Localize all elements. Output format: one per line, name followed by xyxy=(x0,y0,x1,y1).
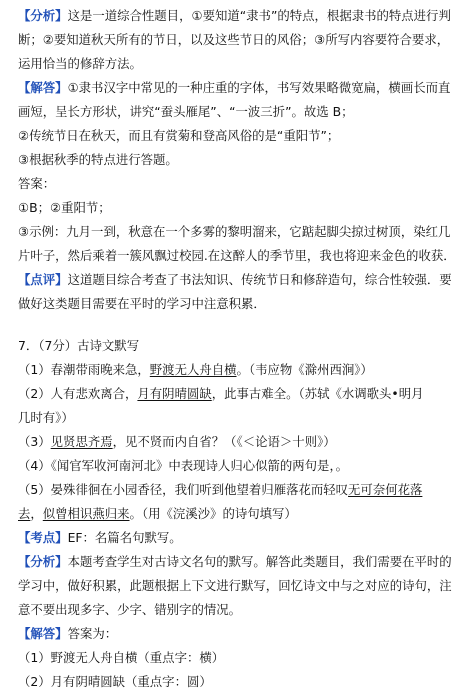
keypoint-tag: 【考点】 xyxy=(18,530,68,545)
analysis-text: 学习中，做好积累，此题根据上下文进行默写，回忆诗文中与之对应的诗句，注 xyxy=(18,578,452,593)
comment-line xyxy=(18,268,458,292)
answer-text: 片叶子，然后乘着一簇风飘过校园.在这醉人的季节里，我也将迎来金色的收获． xyxy=(18,248,456,263)
filled-blank: 月有阴晴圆缺 xyxy=(137,386,212,401)
question-item xyxy=(18,430,458,454)
solution-text: ③根据秋季的特点进行答题。 xyxy=(18,152,178,167)
analysis-tag: 【分析】 xyxy=(18,8,68,23)
comment-tag: 【点评】 xyxy=(18,272,68,287)
answer-text: ③示例：九月一到，秋意在一个多雾的黎明溜来，它踮起脚尖掠过树顶，染红几 xyxy=(18,224,451,239)
keypoint-line xyxy=(18,526,458,550)
answer-text: ①B；②重阳节； xyxy=(18,200,111,215)
item-text: （1）春潮带雨晚来急， xyxy=(18,362,150,377)
item-text: （5）晏殊徘徊在小园香径，我们听到他望着归雁落花而轻叹 xyxy=(18,482,349,497)
item-text: （3） xyxy=(18,434,51,449)
solution-text: 答案为： xyxy=(67,626,118,641)
item-text: 。（韦应物《滁州西涧》） xyxy=(236,362,373,377)
analysis-text: 意不要出现多字、少字、错别字的情况。 xyxy=(18,602,242,617)
question-item xyxy=(18,478,458,502)
solution-tag: 【解答】 xyxy=(18,626,68,641)
question-title: 7．（7分）古诗文默写 xyxy=(18,338,140,353)
comment-text: 做好这类题目需要在平时的学习中注意积累． xyxy=(18,296,266,311)
keypoint-text: EF：名篇名句默写。 xyxy=(67,530,182,545)
answer-text: （1）野渡无人舟自横（重点字：横） xyxy=(18,650,225,665)
analysis-line xyxy=(18,550,458,574)
answer-text: （2）月有阴晴圆缺（重点字：圆） xyxy=(18,674,212,689)
filled-blank: 野渡无人舟自横 xyxy=(149,362,237,377)
solution-text: ①隶书汉字中常见的一种庄重的字体，书写效果略微宽扁，横画长而直 xyxy=(67,80,451,95)
spacer xyxy=(18,316,458,334)
question-item xyxy=(18,382,458,406)
question-item: （4）《闻官军收河南河北》中表现诗人归心似箭的两句是，。 xyxy=(18,458,349,473)
analysis-line xyxy=(18,4,458,28)
solution-line xyxy=(18,76,458,100)
item-text: ，此事古难全。（苏轼《水调歌头•明月 xyxy=(211,386,424,401)
filled-blank: 去 xyxy=(18,506,31,521)
analysis-tag: 【分析】 xyxy=(18,554,68,569)
item-text: 几时有》） xyxy=(18,410,74,425)
item-text: 。（用《浣溪沙》的诗句填写） xyxy=(129,506,297,521)
item-text: ，见不贤而内自省？（《＜论语＞十则》） xyxy=(112,434,336,449)
analysis-text: 断；②要知道秋天所有的节日，以及这些节日的风俗；③所写内容要符合要求， xyxy=(18,32,450,47)
question-item xyxy=(18,358,458,382)
answer-label: 答案： xyxy=(18,176,56,191)
solution-text: 画短，呈长方形状，讲究“蚕头雁尾”、“一波三折”。故选 B； xyxy=(18,104,354,119)
analysis-text: 这是一道综合性题目，①要知道“隶书”的特点，根据隶书的特点进行判 xyxy=(67,8,451,23)
filled-blank: 无可奈何花落 xyxy=(348,482,423,497)
analysis-text: 本题考查学生对古诗文名句的默写。解答此类题目，我们需要在平时的 xyxy=(67,554,452,569)
comment-text: 这道题目综合考查了书法知识、传统节日和修辞造句，综合性较强．要 xyxy=(67,272,452,287)
item-text: ， xyxy=(30,506,43,521)
solution-tag: 【解答】 xyxy=(18,80,68,95)
filled-blank: 似曾相识燕归来 xyxy=(42,506,130,521)
item-text: （2）人有悲欢离合， xyxy=(18,386,138,401)
filled-blank: 见贤思齐焉 xyxy=(50,434,113,449)
solution-text: ②传统节日在秋天，而且有赏菊和登高风俗的是“重阳节”； xyxy=(18,128,340,143)
question-item xyxy=(18,502,458,526)
analysis-text: 运用恰当的修辞方法。 xyxy=(18,56,142,71)
solution-line xyxy=(18,622,458,646)
